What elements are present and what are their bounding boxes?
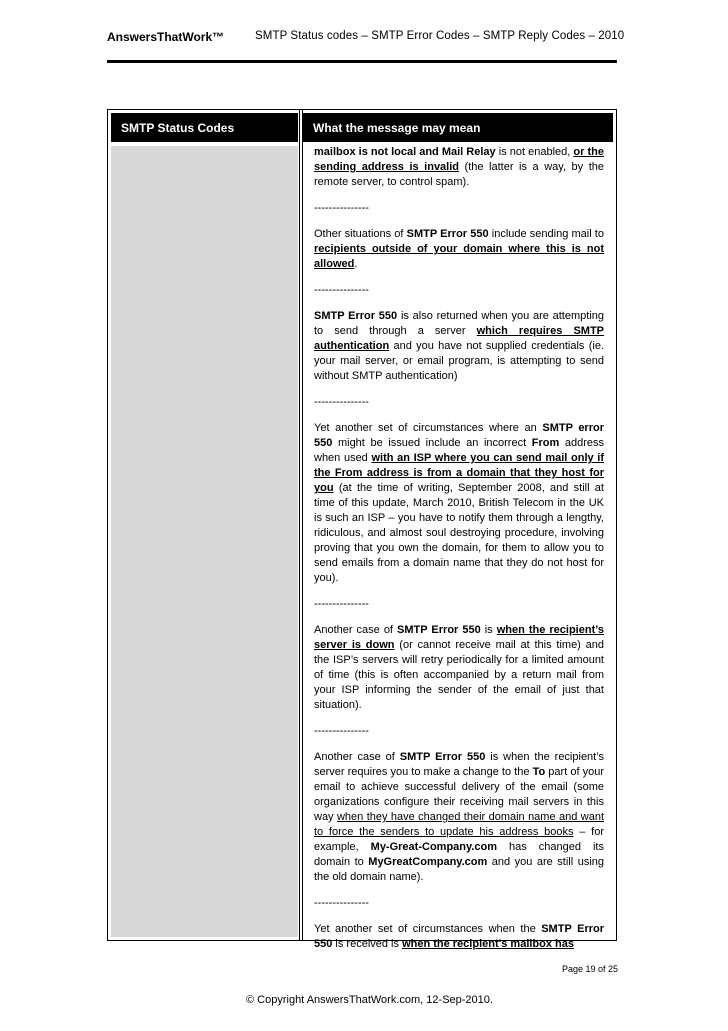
page-number: Page 19 of 25 (562, 964, 619, 974)
header-rule (107, 60, 617, 63)
separator: --------------- (314, 396, 369, 408)
column-divider (302, 110, 303, 940)
paragraph-outside-domain: Other situations of SMTP Error 550 include sending mail to recipients outside of your domain where this is not allowed. (314, 228, 604, 270)
column-divider (299, 110, 300, 940)
document-title: SMTP Status codes – SMTP Error Codes – SMTP Reply Codes – 2010 (255, 30, 625, 42)
copyright-footer: © Copyright AnswersThatWork.com, 12-Sep-2010. (246, 994, 493, 1006)
paragraph-server-down: Another case of SMTP Error 550 is when the recipient’s server is down (or cannot receive mail at this time) and the ISP’s servers will retry periodically for a limited amount of time (this is often accompanied by a return mail from your ISP informing the sender of the email of just that situation). (314, 624, 605, 711)
column-header-meaning: What the message may mean (303, 113, 613, 142)
status-code-cell (111, 146, 298, 937)
paragraph-from-address: Yet another set of circumstances where an SMTP error 550 might be issued include an incorrect From address when used with an ISP where you can send mail only if the From address is from a domain that they host for you (at the time of writing, September 2008, and still at time of this update, March 2010, British Telecom in the UK is such an ISP – you have to notify them through a lengthy, ridiculous, and almost soul destroying procedure, involving proving that you own the domain, for them to allow you to send emails from a domain name that they do not host for you). (314, 422, 604, 584)
paragraph-to-change: Another case of SMTP Error 550 is when the recipient’s server requires you to make a change to the To part of your email to achieve successful delivery of the email (some organizations configure their receiving mail servers in this way when they have changed their domain name and want to force the senders to update his address books – for example, My-Great-Company.com has changed its domain to MyGreatCompany.com and you are still using the old domain name). (314, 751, 604, 883)
page-header (107, 30, 625, 44)
separator: --------------- (314, 897, 369, 909)
separator: --------------- (314, 725, 369, 737)
separator: --------------- (314, 284, 369, 296)
separator: --------------- (314, 202, 369, 214)
paragraph-mailbox-has: Yet another set of circumstances when the SMTP Error 550 is received is when the recipient's mailbox has (314, 923, 604, 950)
paragraph-mailbox-relay: mailbox is not local and Mail Relay is not enabled, or the sending address is invalid (the latter is a way, by the remote server, to control spam). (314, 146, 605, 188)
brand-name: AnswersThatWork™ (107, 30, 225, 44)
column-header-status-codes: SMTP Status Codes (111, 113, 298, 142)
meaning-cell (314, 145, 604, 963)
status-codes-table (107, 109, 617, 950)
paragraph-smtp-auth: SMTP Error 550 is also returned when you are attempting to send through a server which requires SMTP authentication and you have not supplied credentials (ie. your mail server, or email program, is attempting to send without SMTP authentication) (314, 310, 605, 382)
separator: --------------- (314, 598, 369, 610)
